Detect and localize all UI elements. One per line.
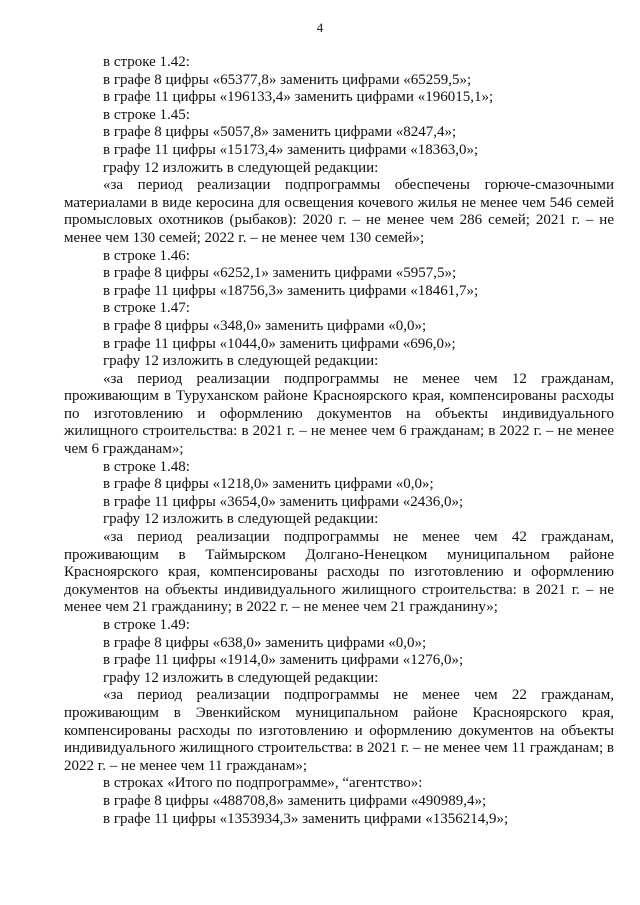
amendment-line: в строке 1.49: bbox=[103, 617, 190, 633]
amendment-line: в строке 1.46: bbox=[103, 247, 190, 264]
amendment-line: графу 12 изложить в следующей редакции: bbox=[103, 669, 379, 686]
amendment-line: в графе 8 цифры «638,0» заменить цифрами «0,0»; bbox=[103, 634, 427, 651]
amendment-line: в графе 8 цифры «65377,8» заменить цифрами «65259,5»; bbox=[103, 71, 472, 88]
amendment-line: в графе 11 цифры «3654,0» заменить цифрами «2436,0»; bbox=[103, 493, 464, 510]
amendment-line: в строке 1.42: bbox=[103, 54, 190, 70]
page-number: 4 bbox=[316, 20, 324, 35]
amendment-line: в графе 11 цифры «1044,0» заменить цифрами «696,0»; bbox=[103, 335, 456, 352]
document-body bbox=[64, 54, 614, 828]
amendment-line: в строках «Итого по подпрограмме», “агентство»: bbox=[103, 775, 423, 792]
amendment-line: в графе 8 цифры «5057,8» заменить цифрами «8247,4»; bbox=[103, 124, 457, 141]
amendment-line: графу 12 изложить в следующей редакции: bbox=[103, 511, 379, 528]
amendment-line: в графе 11 цифры «196133,4» заменить цифрами «196015,1»; bbox=[103, 89, 494, 106]
amendment-line: в графе 11 цифры «18756,3» заменить цифрами «18461,7»; bbox=[103, 282, 479, 299]
amendment-line: в строке 1.48: bbox=[103, 458, 190, 475]
amendment-line: в графе 11 цифры «1353934,3» заменить цифрами «1356214,9»; bbox=[103, 810, 509, 827]
amendment-line: в графе 8 цифры «1218,0» заменить цифрами «0,0»; bbox=[103, 476, 434, 493]
amendment-line: в графе 11 цифры «15173,4» заменить цифрами «18363,0»; bbox=[103, 141, 479, 158]
amendment-line: в графе 8 цифры «488708,8» заменить цифрами «490989,4»; bbox=[103, 792, 487, 809]
amendment-paragraph: «за период реализации подпрограммы не менее чем 22 гражданам, проживающим в Эвенкийском муниципальном районе Красноярского края, компенсированы расходы по изготовлению и оформлению документов на объекты индивидуального жилищного строительства: в 2021 г. – не менее чем 11 гражданам; в 2022 г. – не менее чем 11 гражданам»; bbox=[64, 687, 614, 774]
amendment-line: в графе 8 цифры «6252,1» заменить цифрами «5957,5»; bbox=[103, 265, 457, 282]
amendment-paragraph: «за период реализации подпрограммы не менее чем 12 гражданам, проживающим в Туруханском районе Красноярского края, компенсированы расходы по изготовлению и оформлению документов на объекты индивидуального жилищного строительства: в 2021 г. – не менее чем 6 гражданам; в 2022 г. – не менее чем 6 гражданам»; bbox=[64, 370, 614, 458]
amendment-line: в графе 11 цифры «1914,0» заменить цифрами «1276,0»; bbox=[103, 652, 464, 669]
amendment-paragraph: «за период реализации подпрограммы обеспечены горюче-смазочными материалами в виде керосина для освещения кочевого жилья не менее чем 546 семей промысловых охотников (рыбаков): 2020 г. – не менее чем 286 семей; 2021 г. – не менее чем 130 семей; 2022 г. – не менее чем 130 семей»; bbox=[64, 177, 614, 246]
amendment-line: в строке 1.45: bbox=[103, 106, 190, 123]
amendment-line: в графе 8 цифры «348,0» заменить цифрами «0,0»; bbox=[103, 317, 427, 334]
amendment-line: графу 12 изложить в следующей редакции: bbox=[103, 353, 379, 370]
amendment-line: в строке 1.47: bbox=[103, 300, 190, 317]
amendment-paragraph: «за период реализации подпрограммы не менее чем 42 гражданам, проживающим в Таймырском Долгано-Ненецком муниципальном районе Красноярского края, компенсированы расходы по изготовлению и оформлению документов на объекты индивидуального жилищного строительства: в 2021 г. – не менее чем 21 гражданину; в 2022 г. – не менее чем 21 гражданину»; bbox=[64, 529, 614, 616]
amendment-line: графу 12 изложить в следующей редакции: bbox=[103, 159, 379, 176]
